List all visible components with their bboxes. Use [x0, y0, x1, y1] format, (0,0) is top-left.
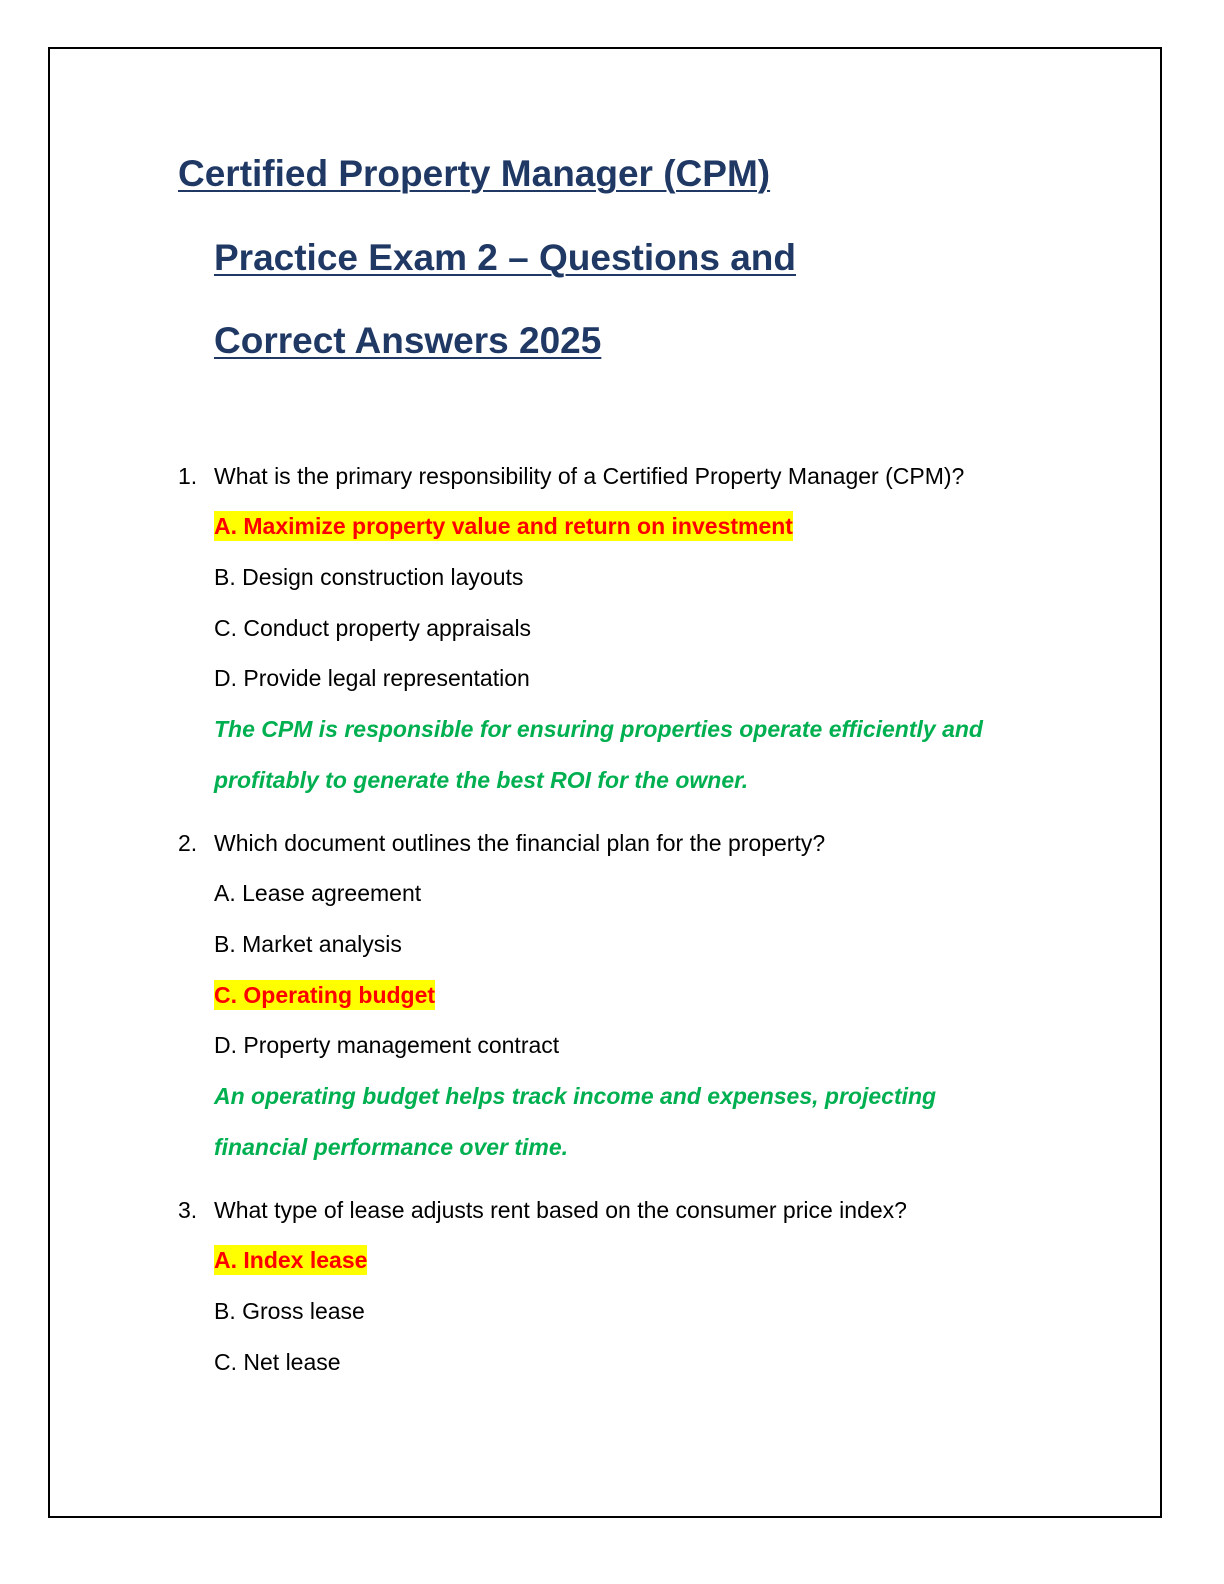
question-text: What is the primary responsibility of a Certified Property Manager (CPM)?	[214, 463, 965, 489]
question-text: What type of lease adjusts rent based on the consumer price index?	[214, 1197, 907, 1223]
question-text: Which document outlines the financial plan for the property?	[214, 830, 826, 856]
correct-answer-option: A. Maximize property value and return on investment	[214, 513, 793, 539]
answer-explanation: financial performance over time.	[214, 1134, 569, 1160]
document-title-line-1: Certified Property Manager (CPM)	[178, 153, 771, 194]
answer-explanation: The CPM is responsible for ensuring properties operate efficiently and	[214, 716, 983, 742]
document-title-line-3: Correct Answers 2025	[214, 320, 602, 361]
correct-answer-option: A. Index lease	[214, 1247, 368, 1273]
answer-option: D. Property management contract	[214, 1032, 560, 1058]
answer-option: B. Gross lease	[214, 1298, 365, 1324]
correct-answer-option: C. Operating budget	[214, 982, 436, 1008]
answer-option: A. Lease agreement	[214, 880, 422, 906]
answer-explanation: profitably to generate the best ROI for the owner.	[214, 767, 749, 793]
answer-option: D. Provide legal representation	[214, 665, 530, 691]
answer-option: B. Design construction layouts	[214, 564, 524, 590]
answer-option: B. Market analysis	[214, 931, 402, 957]
question-number: 2.	[178, 830, 198, 856]
answer-option: C. Conduct property appraisals	[214, 615, 532, 641]
answer-option: C. Net lease	[214, 1349, 341, 1375]
answer-explanation: An operating budget helps track income and expenses, projecting	[214, 1083, 937, 1109]
question-number: 1.	[178, 463, 198, 489]
question-number: 3.	[178, 1197, 198, 1223]
document-title-line-2: Practice Exam 2 – Questions and	[214, 237, 796, 278]
